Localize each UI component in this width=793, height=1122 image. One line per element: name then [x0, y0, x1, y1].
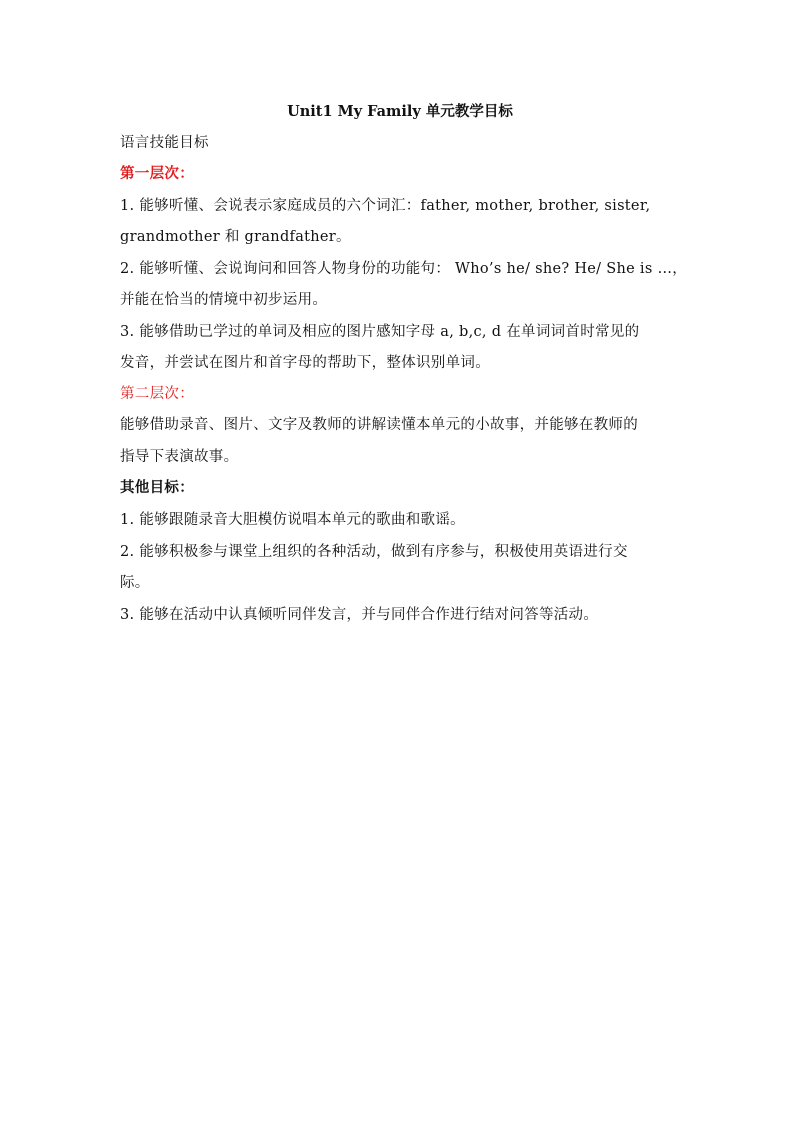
- goal-2-line-1: 2. 能够听懂、会说询问和回答人物身份的功能句： Who’s he/ she? He/ She is …，: [120, 261, 688, 277]
- level-two-heading: 第二层次：: [120, 386, 194, 402]
- level-one-heading: 第一层次：: [120, 165, 194, 182]
- goal-3-line-1: 3. 能够借助已学过的单词及相应的图片感知字母 a, b,c, d 在单词词首时常见的: [120, 324, 640, 340]
- goal-1-line-1: 1. 能够听懂、会说表示家庭成员的六个词汇：father, mother, brother, sister,: [120, 198, 651, 214]
- other-goal-2-line-2: 际。: [120, 575, 150, 591]
- goal-1-line-2: grandmother 和 grandfather。: [120, 229, 351, 245]
- goal-3-line-2: 发音，并尝试在图片和首字母的帮助下，整体识别单词。: [120, 355, 490, 371]
- other-goal-2-line-1: 2. 能够积极参与课堂上组织的各种活动，做到有序参与，积极使用英语进行交: [120, 544, 628, 560]
- other-goal-3: 3. 能够在活动中认真倾听同伴发言，并与同伴合作进行结对问答等活动。: [120, 607, 599, 623]
- goal-2-line-2: 并能在恰当的情境中初步运用。: [120, 292, 328, 308]
- other-goal-1: 1. 能够跟随录音大胆模仿说唱本单元的歌曲和歌谣。: [120, 512, 465, 528]
- other-goals-heading: 其他目标：: [120, 479, 194, 496]
- document-title: Unit1 My Family 单元教学目标: [287, 103, 513, 120]
- level-two-line-2: 指导下表演故事。: [120, 449, 239, 465]
- level-two-line-1: 能够借助录音、图片、文字及教师的讲解读懂本单元的小故事，并能够在教师的: [120, 417, 638, 433]
- section-heading-language-skills: 语言技能目标: [120, 135, 209, 151]
